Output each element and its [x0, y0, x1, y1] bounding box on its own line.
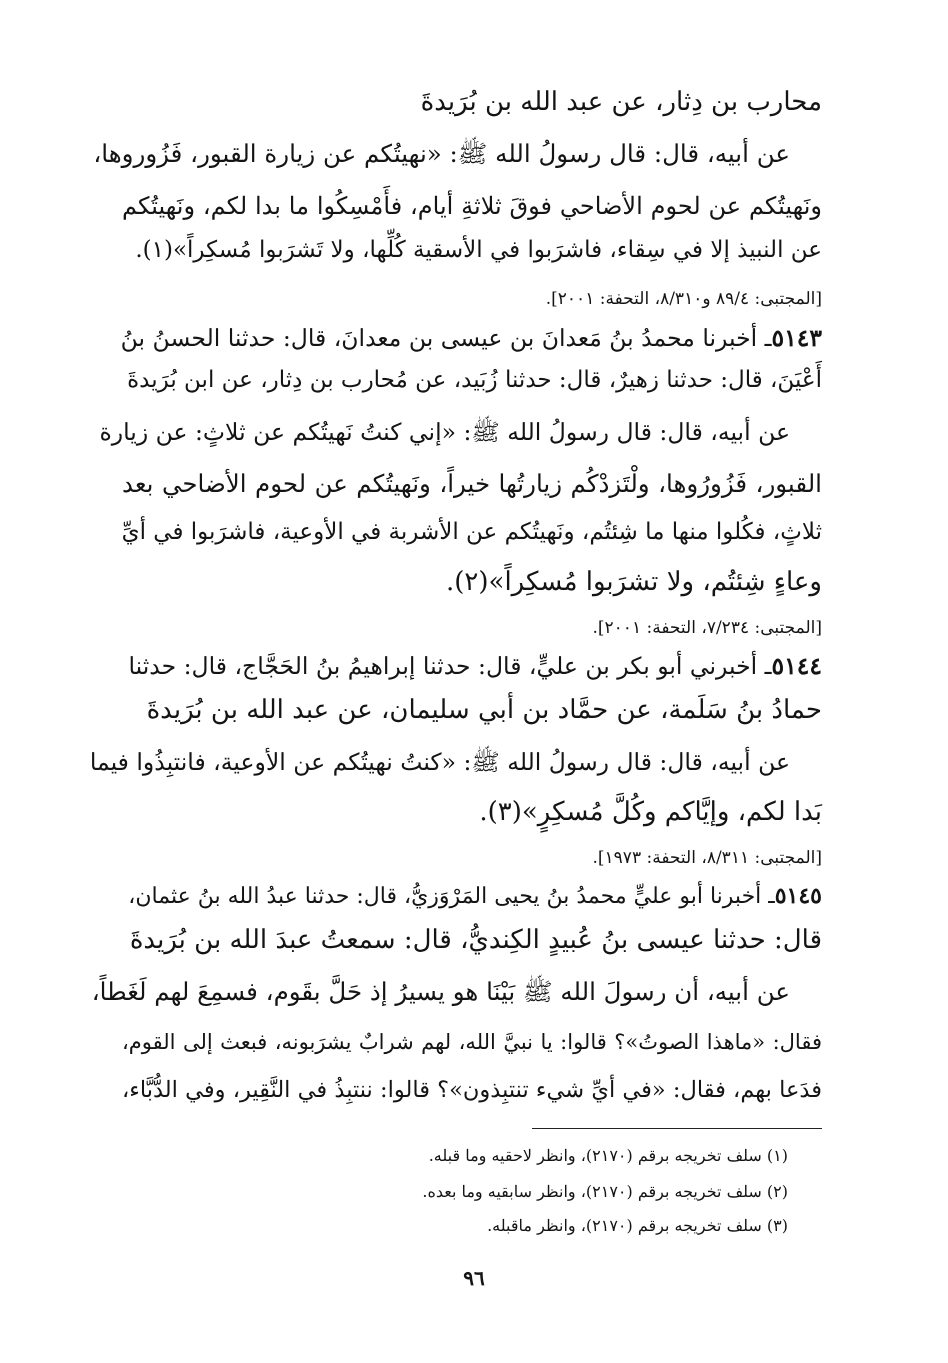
text-line: حمادُ بنُ سَلَمة، عن حمَّاد بن أبي سليمان، عن عبد الله بن بُرَيدةَ [146, 695, 822, 725]
hadith-line: ٥١٤٥ـ أخبرنا أبو عليٍّ محمدُ بنُ يحيى المَرْوَزيُّ، قال: حدثنا عبدُ الله بنُ عثمان، [128, 883, 822, 909]
reference-line: [المجتبى: ٨٩/٤ و٨/٣١٠، التحفة: ٢٠٠١]. [545, 289, 822, 309]
text-line: فدَعا بهم، فقال: «في أيِّ شيء تنتبِذون»؟ قالوا: ننتبِذُ في النَّقِير، وفي الدُّبَّاء، [122, 1077, 822, 1103]
text-line: فقال: «ماهذا الصوتُ»؟ قالوا: يا نبيَّ الله، لهم شرابٌ يشرَبونه، فبعث إلى القوم، [122, 1030, 822, 1054]
text-line: أَعْيَنَ، قال: حدثنا زهيرٌ، قال: حدثنا زُبَيد، عن مُحارب بن دِثار، عن ابن بُرَيدةَ [127, 367, 822, 393]
text-line: أخبرني أبو بكر بن عليٍّ، قال: حدثنا إبراهيمُ بنُ الحَجَّاج، قال: حدثنا [128, 652, 758, 680]
hadith-number: ٥١٤٣ [771, 324, 822, 352]
reference-line: [المجتبى: ٨/٣١١، التحفة: ١٩٧٣]. [592, 848, 822, 868]
hadith-number: ٥١٤٥ [774, 883, 822, 909]
text-line: عن أبيه، قال: قال رسولُ الله ﷺ: «إني كنتُ نَهيتُكم عن ثلاثٍ: عن زيارة [99, 418, 790, 446]
footnote: (١) سلف تخريجه برقم (٢١٧٠)، وانظر لاحقيه وما قبله. [428, 1146, 788, 1165]
page-number: ٩٦ [463, 1266, 485, 1290]
text-line: بَدا لكم، وإيَّاكم وكُلَّ مُسكِرٍ»(٣). [479, 797, 822, 827]
hadith-line: ٥١٤٤ـ أخبرني أبو بكر بن عليٍّ، قال: حدثنا إبراهيمُ بنُ الحَجَّاج، قال: حدثنا [128, 652, 822, 680]
text-line: عن أبيه، أن رسولَ الله ﷺ بَيْنَا هو يسيرُ إذ حَلَّ بقَوم، فسمِعَ لهم لَغَطاً، [91, 977, 790, 1006]
text-line: عن أبيه، قال: قال رسولُ الله ﷺ: «نهيتُكم عن زيارة القبور، فَزُوروها، [93, 139, 790, 168]
text-line: القبور، فَزُورُوها، ولْتَزدْكُم زيارتُها خيراً، ونَهيتُكم عن لحوم الأضاحي بعد [122, 469, 822, 498]
text-line: عن أبيه، قال: قال رسولُ الله ﷺ: «كنتُ نهيتُكم عن الأوعية، فانتبِذُوا فيما [89, 748, 790, 776]
text-line: ونَهيتُكم عن لحوم الأضاحي فوقَ ثلاثةِ أيام، فأَمْسِكُوا ما بدا لكم، ونَهيتُكم [122, 192, 822, 220]
footnote-separator [532, 1128, 822, 1129]
text-line: عن النبيذ إلا في سِقاء، فاشرَبوا في الأسقية كُلِّها، ولا تَشرَبوا مُسكِراً»(١). [135, 237, 822, 263]
text-line: محارب بن دِثار، عن عبد الله بن بُرَيدةَ [420, 87, 822, 117]
footnote: (٢) سلف تخريجه برقم (٢١٧٠)، وانظر سابقيه وما بعده. [422, 1182, 788, 1201]
text-line: أخبرنا أبو عليٍّ محمدُ بنُ يحيى المَرْوَزيُّ، قال: حدثنا عبدُ الله بنُ عثمان، [128, 884, 762, 909]
text-line: ثلاثٍ، فكُلوا منها ما شِئتُم، ونَهيتُكم عن الأشربة في الأوعية، فاشرَبوا في أيِّ [121, 519, 822, 545]
text-line: قال: حدثنا عيسى بنُ عُبيدٍ الكِنديُّ، قال: سمعتُ عبدَ الله بن بُرَيدةَ [129, 925, 822, 955]
hadith-number: ٥١٤٤ [771, 652, 822, 680]
text-line: وعاءٍ شِئتُم، ولا تشرَبوا مُسكِراً»(٢). [446, 567, 822, 597]
footnote: (٣) سلف تخريجه برقم (٢١٧٠)، وانظر ماقبله. [487, 1216, 788, 1235]
text-line: أخبرنا محمدُ بنُ مَعدانَ بن عيسى بن معدانَ، قال: حدثنا الحسنُ بنُ [120, 324, 758, 352]
reference-line: [المجتبى: ٧/٢٣٤، التحفة: ٢٠٠١]. [592, 618, 822, 638]
hadith-line: ٥١٤٣ـ أخبرنا محمدُ بنُ مَعدانَ بن عيسى بن معدانَ، قال: حدثنا الحسنُ بنُ [120, 324, 822, 352]
